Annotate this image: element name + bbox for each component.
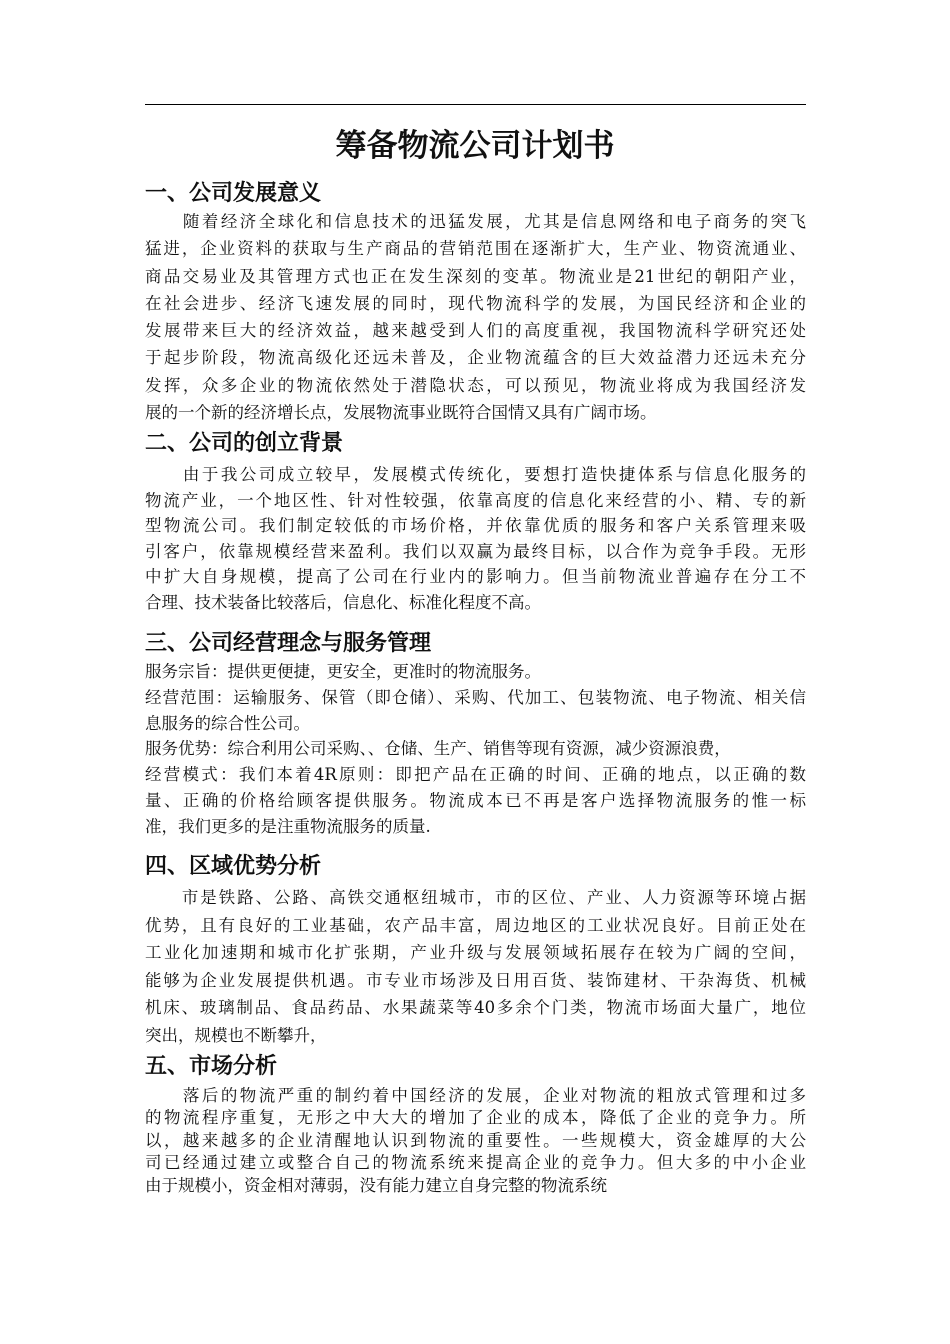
text-line: 猛进，企业资料的获取与生产商品的营销范围在逐渐扩大，生产业、物资流通业、 [145,239,806,259]
text-line: 优势，且有良好的工业基础，农产品丰富，周边地区的工业状况良好。目前正处在 [145,915,806,935]
text-line: 发展带来巨大的经济效益，越来越受到人们的高度重视，我国物流科学研究还处 [145,321,806,341]
text-line: 发挥，众多企业的物流依然处于潜隐状态，可以预见，物流业将成为我国经济发 [145,375,806,395]
text-line: 型物流公司。我们制定较低的市场价格，并依靠优质的服务和客户关系管理来吸 [145,516,806,536]
text-line: 物流产业，一个地区性、针对性较强，依靠高度的信息化来经营的小、精、专的新 [145,490,806,510]
text-line: 量、正确的价格给顾客提供服务。物流成本已不再是客户选择物流服务的惟一标 [145,790,806,810]
section-body-2 [145,462,806,616]
section-heading-2: 二、公司的创立背景 [145,431,344,456]
text-line: 引客户，依靠规模经营来盈利。我们以双赢为最终目标，以合作为竞争手段。无形 [145,541,806,561]
document-title: 筹备物流公司计划书 [335,128,615,164]
text-line: 由于规模小，资金相对薄弱，没有能力建立自身完整的物流系统 [145,1175,607,1195]
text-line: 落后的物流严重的制约着中国经济的发展，企业对物流的粗放式管理和过多 [145,1086,806,1105]
section-heading-3: 三、公司经营理念与服务管理 [145,631,432,656]
text-line: 商品交易业及其管理方式也正在发生深刻的变革。物流业是21世纪的朝阳产业， [145,266,806,286]
text-line: 能够为企业发展提供机遇。市专业市场涉及日用百货、装饰建材、干杂海货、机械 [145,970,806,990]
section-body-1 [145,208,806,426]
text-line: 经营模式：我们本着4R原则：即把产品在正确的时间、正确的地点，以正确的数 [145,765,806,785]
text-line: 服务宗旨：提供更便捷，更安全，更准时的物流服务。 [145,662,541,681]
text-line: 由于我公司成立较早，发展模式传统化，要想打造快捷体系与信息化服务的 [145,465,806,484]
text-line: 服务优势：综合利用公司采购、、仓储、生产、销售等现有资源，减少资源浪费， [145,739,731,759]
text-line: 工业化加速期和城市化扩张期，产业升级与发展领域拓展存在较为广阔的空间， [145,943,806,963]
section-heading-5: 五、市场分析 [145,1054,278,1079]
text-line: 市是铁路、公路、高铁交通枢纽城市，市的区位、产业、人力资源等环境占据 [145,888,806,907]
text-line: 司已经通过建立或整合自己的物流系统来提高企业的竞争力。但大多的中小企业 [145,1153,806,1173]
text-line: 在社会进步、经济飞速发展的同时，现代物流科学的发展，为国民经济和企业的 [145,293,806,313]
text-line: 于起步阶段，物流高级化还远未普及，企业物流蕴含的巨大效益潜力还远未充分 [145,348,806,368]
text-line: 随着经济全球化和信息技术的迅猛发展，尤其是信息网络和电子商务的突飞 [145,212,806,231]
section-body-4 [145,884,806,1050]
text-line: 息服务的综合性公司。 [145,713,310,733]
text-line: 合理、技术装备比较落后，信息化、标准化程度不高。 [145,592,541,612]
text-line: 展的一个新的经济增长点，发展物流事业既符合国情又具有广阔市场。 [145,403,657,423]
text-line: 以，越来越多的企业清醒地认识到物流的重要性。一些规模大，资金雄厚的大公 [145,1130,806,1150]
text-line: 经营范围：运输服务、保管（即仓储）、采购、代加工、包装物流、电子物流、相关信 [145,687,806,707]
text-line: 突出，规模也不断攀升， [145,1025,327,1045]
text-line: 准，我们更多的是注重物流服务的质量. [145,816,431,836]
text-line: 机床、玻璃制品、食品药品、水果蔬菜等40多余个门类，物流市场面大量广，地位 [145,998,806,1018]
section-heading-1: 一、公司发展意义 [145,181,322,206]
section-heading-4: 四、区域优势分析 [145,854,322,879]
header-rule [145,104,806,105]
text-line: 中扩大自身规模，提高了公司在行业内的影响力。但当前物流业普遍存在分工不 [145,567,806,587]
section-body-3 [145,659,806,840]
text-line: 的物流程序重复，无形之中大大的增加了企业的成本，降低了企业的竞争力。所 [145,1108,806,1128]
section-body-5 [145,1085,806,1197]
